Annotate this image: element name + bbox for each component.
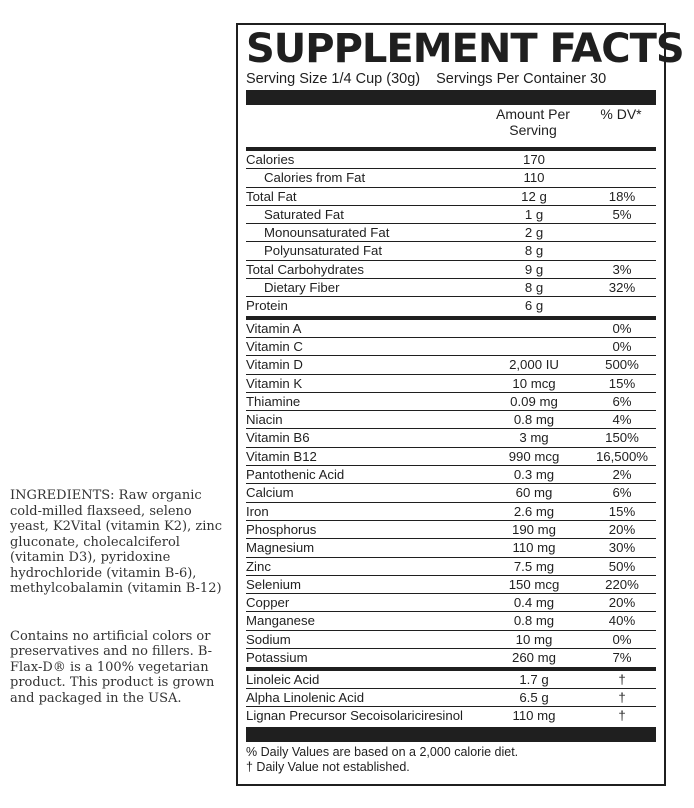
nutrient-row — [246, 558, 656, 576]
nutrient-row — [246, 320, 656, 338]
nutrient-amount: 8 g — [524, 280, 544, 296]
nutrient-row — [246, 707, 656, 725]
nutrient-name: Thiamine — [246, 393, 301, 409]
panel-title: SUPPLEMENT FACTS — [246, 26, 684, 72]
nutrient-dv: 7% — [612, 650, 632, 666]
nutrient-row — [246, 206, 656, 224]
nutrient-amount: 3 mg — [519, 430, 549, 446]
nutrient-dv: 15% — [608, 503, 636, 519]
nutrient-name: Calories from Fat — [264, 170, 366, 186]
nutrient-row — [246, 503, 656, 521]
nutrient-name: Manganese — [246, 613, 315, 629]
nutrient-amount: 1 g — [524, 206, 544, 222]
nutrient-name: Magnesium — [246, 540, 315, 556]
nutrient-row — [246, 689, 656, 707]
nutrient-name: Linoleic Acid — [246, 672, 320, 688]
nutrient-name: Vitamin K — [246, 375, 303, 391]
nutrient-row — [246, 188, 656, 206]
nutrient-name: Alpha Linolenic Acid — [246, 690, 365, 706]
nutrient-name: Total Carbohydrates — [246, 261, 365, 277]
nutrient-name: Phosphorus — [246, 521, 317, 537]
serving-size: Serving Size 1/4 Cup (30g) — [246, 71, 421, 87]
nutrient-amount: 0.09 mg — [510, 393, 558, 409]
nutrient-amount: 110 mg — [512, 708, 556, 724]
nutrient-row — [246, 576, 656, 594]
nutrient-name: Vitamin B6 — [246, 430, 310, 446]
nutrient-dv: 32% — [608, 280, 636, 296]
nutrient-amount: 0.8 mg — [513, 412, 555, 428]
nutrient-dv: 6% — [612, 485, 632, 501]
nutrient-row — [246, 261, 656, 279]
nutrient-row — [246, 521, 656, 539]
nutrient-dv: 500% — [605, 357, 639, 373]
thick-divider — [246, 90, 656, 105]
nutrient-row — [246, 224, 656, 242]
nutrient-amount: 260 mg — [512, 650, 556, 666]
nutrient-row — [246, 612, 656, 630]
nutrient-amount: 12 g — [521, 188, 547, 204]
nutrient-amount: 9 g — [524, 261, 544, 277]
nutrient-amount: 8 g — [524, 243, 544, 259]
nutrient-dv: 3% — [612, 261, 632, 277]
nutrient-dv: 30% — [608, 540, 636, 556]
servings-per-container: Servings Per Container 30 — [436, 71, 607, 87]
thick-divider — [246, 727, 656, 742]
other-nutrients — [246, 671, 656, 725]
nutrient-row — [246, 671, 656, 689]
nutrient-name: Potassium — [246, 650, 308, 666]
nutrient-dv: 2% — [612, 467, 632, 483]
micro-nutrients — [246, 320, 656, 668]
supplement-facts-panel — [236, 23, 684, 786]
nutrient-row — [246, 338, 656, 356]
nutrient-dv: 150% — [605, 430, 639, 446]
dv-column-header: % DV* — [600, 106, 642, 122]
nutrient-row — [246, 594, 656, 612]
nutrient-amount: 2.6 mg — [513, 503, 555, 519]
nutrient-row — [246, 539, 656, 557]
nutrient-amount: 2 g — [524, 225, 544, 241]
product-notes — [10, 488, 232, 738]
footnote-dagger: † Daily Value not established. — [246, 760, 410, 775]
nutrient-row — [246, 356, 656, 374]
nutrient-amount: 110 mg — [512, 540, 556, 556]
amount-column-header: Amount Per Serving — [496, 106, 570, 138]
nutrient-name: Vitamin A — [246, 320, 302, 336]
nutrient-name: Total Fat — [246, 188, 297, 204]
nutrient-row — [246, 484, 656, 502]
nutrient-amount: 990 mcg — [508, 448, 560, 464]
nutrient-row — [246, 297, 656, 315]
nutrient-amount: 110 — [523, 170, 545, 186]
nutrient-amount: 60 mg — [515, 485, 553, 501]
nutrient-amount: 6 g — [524, 298, 544, 314]
nutrient-name: Vitamin C — [246, 338, 303, 354]
macro-nutrients — [246, 151, 656, 316]
nutrient-dv: 6% — [612, 393, 632, 409]
nutrient-dv: 20% — [608, 521, 636, 537]
nutrient-dv: 220% — [605, 576, 639, 592]
ingredients-text: INGREDIENTS: Raw organic cold-milled flaxseed, seleno yeast, K2Vital (vitamin K2), zinc gluconate, cholecalciferol (vitamin D3), pyridoxine hydrochloride (vitamin B-6), methylcobalamin (vitamin B-12) — [10, 488, 223, 596]
nutrient-name: Copper — [246, 595, 290, 611]
nutrient-dv: 40% — [608, 613, 636, 629]
nutrient-row — [246, 375, 656, 393]
nutrient-dv: 15% — [608, 375, 636, 391]
footnote — [246, 742, 656, 775]
nutrient-dv: † — [618, 690, 626, 706]
nutrient-row — [246, 649, 656, 667]
nutrient-dv: 18% — [608, 188, 636, 204]
nutrient-amount: 0.4 mg — [513, 595, 555, 611]
nutrient-name: Zinc — [246, 558, 271, 574]
nutrient-amount: 0.8 mg — [513, 613, 555, 629]
nutrient-dv: † — [618, 708, 626, 724]
nutrient-amount: 170 — [522, 152, 545, 167]
nutrient-amount: 2,000 IU — [509, 357, 559, 373]
nutrient-row — [246, 631, 656, 649]
nutrient-amount: 190 mg — [512, 521, 556, 537]
nutrient-name: Niacin — [246, 412, 283, 428]
column-header — [246, 105, 656, 147]
serving-info — [246, 70, 656, 88]
nutrient-amount: 7.5 mg — [513, 558, 555, 574]
nutrient-name: Vitamin D — [246, 357, 303, 373]
nutrient-dv: 0% — [612, 631, 632, 647]
nutrient-dv: 5% — [612, 206, 632, 222]
nutrient-name: Monounsaturated Fat — [264, 225, 390, 241]
nutrient-dv: 4% — [612, 412, 632, 428]
nutrient-dv: 50% — [608, 558, 636, 574]
nutrient-dv: 0% — [612, 338, 632, 354]
nutrient-name: Selenium — [246, 576, 301, 592]
nutrient-row — [246, 429, 656, 447]
disclaimer-text: Contains no artificial colors or preservatives and no fillers. B-Flax-D® is a 100% vegetarian product. This product is grown and packaged in the USA. — [10, 628, 215, 706]
nutrient-row — [246, 393, 656, 411]
nutrient-row — [246, 242, 656, 260]
nutrient-row — [246, 466, 656, 484]
nutrient-name: Sodium — [246, 631, 291, 647]
nutrient-amount: 150 mcg — [508, 576, 560, 592]
nutrient-row — [246, 411, 656, 429]
nutrient-dv: 16,500% — [595, 448, 649, 464]
nutrient-name: Pantothenic Acid — [246, 467, 345, 483]
nutrient-amount: 6.5 g — [519, 690, 549, 706]
nutrient-name: Iron — [246, 503, 269, 519]
nutrient-name: Calcium — [246, 485, 294, 501]
nutrient-row — [246, 448, 656, 466]
nutrient-dv: 20% — [608, 595, 636, 611]
nutrient-row — [246, 169, 656, 187]
nutrient-row — [246, 151, 656, 169]
footnote-dv-basis: % Daily Values are based on a 2,000 calorie diet. — [246, 745, 519, 760]
nutrient-name: Protein — [246, 298, 288, 314]
nutrient-amount: 10 mg — [515, 631, 553, 647]
nutrient-amount: 10 mcg — [512, 375, 556, 391]
nutrient-name: Saturated Fat — [264, 206, 344, 222]
nutrient-name: Vitamin B12 — [246, 448, 317, 464]
nutrient-dv: 0% — [612, 320, 632, 336]
nutrient-name: Polyunsaturated Fat — [264, 243, 383, 259]
nutrient-name: Lignan Precursor Secoisolariciresinol — [246, 708, 463, 724]
nutrient-row — [246, 279, 656, 297]
nutrient-name: Dietary Fiber — [264, 280, 340, 296]
nutrient-dv: † — [618, 672, 626, 688]
nutrient-name: Calories — [246, 152, 295, 167]
nutrient-amount: 1.7 g — [519, 672, 549, 688]
nutrient-amount: 0.3 mg — [513, 467, 555, 483]
